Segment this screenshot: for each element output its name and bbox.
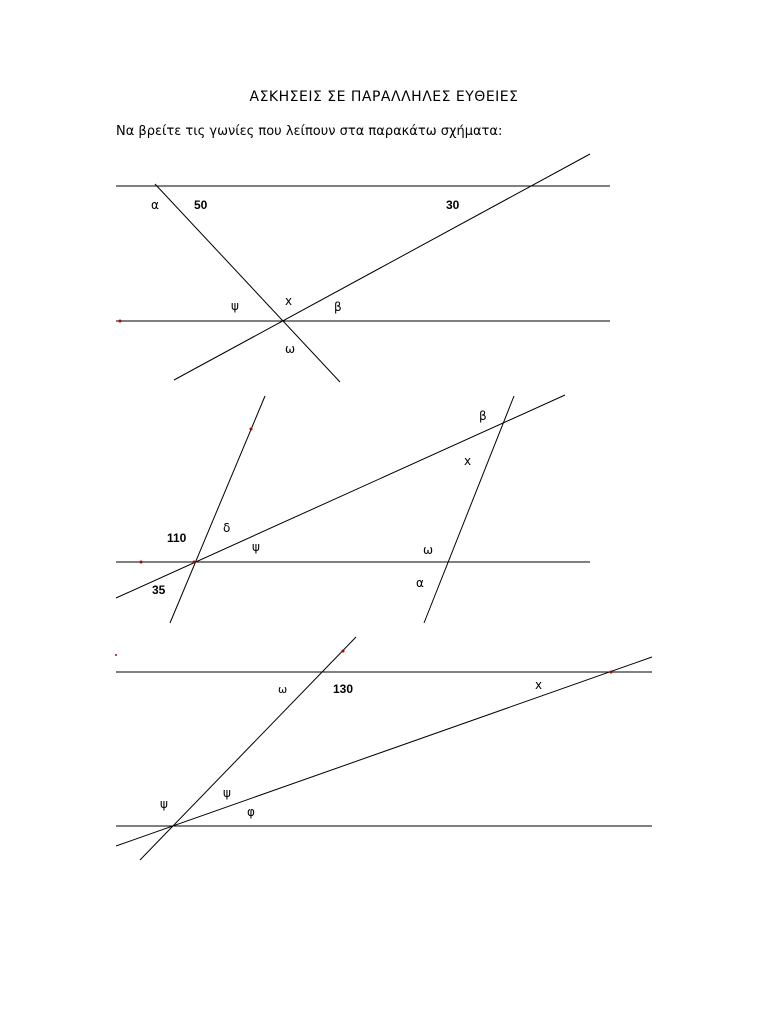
fig2-label-110: 110 (167, 531, 187, 545)
fig1-transversal-steep (155, 184, 340, 382)
fig3-label-omega: ω (278, 683, 288, 696)
figure-1 (116, 154, 610, 382)
fig1-label-psi: ψ (231, 299, 239, 313)
fig3-label-psi: ψ (223, 786, 231, 800)
fig3-label-phi: φ (247, 805, 255, 819)
fig2-label-beta: β (479, 409, 487, 423)
figure-3 (115, 637, 652, 860)
fig1-label-x: x (285, 294, 293, 308)
fig2-transversal-right (424, 396, 514, 623)
fig2-label-omega: ω (423, 543, 434, 557)
fig1-label-beta: β (334, 300, 342, 314)
fig1-label-30: 30 (446, 198, 460, 212)
instruction-text: Να βρείτε τις γωνίες που λείπουν στα παρακάτω σχήματα: (116, 124, 503, 139)
fig2-point-marker-top (250, 428, 253, 431)
fig1-label-50: 50 (194, 198, 208, 212)
fig3-label-x: x (535, 678, 543, 692)
fig2-label-alpha: α (416, 576, 424, 590)
fig1-label-omega: ω (285, 342, 296, 356)
fig3-label-psi-left: ψ (160, 797, 168, 811)
fig1-transversal-shallow (174, 154, 590, 380)
fig3-point-marker-left (115, 654, 117, 656)
fig1-point-marker (119, 320, 122, 323)
fig2-point-marker-left (140, 561, 143, 564)
fig2-transversal-long (116, 395, 565, 598)
fig3-transversal-shallow (116, 657, 652, 846)
fig2-label-x: x (464, 454, 472, 468)
fig3-point-marker-right (610, 671, 613, 674)
fig3-label-130: 130 (333, 682, 354, 696)
fig2-label-psi: ψ (252, 540, 260, 554)
fig2-label-delta: δ (223, 521, 231, 535)
fig3-point-marker-top (342, 650, 345, 653)
fig1-label-alpha: α (151, 198, 159, 212)
fig2-point-marker-intersection (193, 561, 196, 564)
page-title: ΑΣΚΗΣΕΙΣ ΣΕ ΠΑΡΑΛΛΗΛΕΣ ΕΥΘΕΙΕΣ (249, 89, 519, 105)
fig2-label-35: 35 (152, 583, 166, 597)
figure-2 (116, 395, 590, 623)
